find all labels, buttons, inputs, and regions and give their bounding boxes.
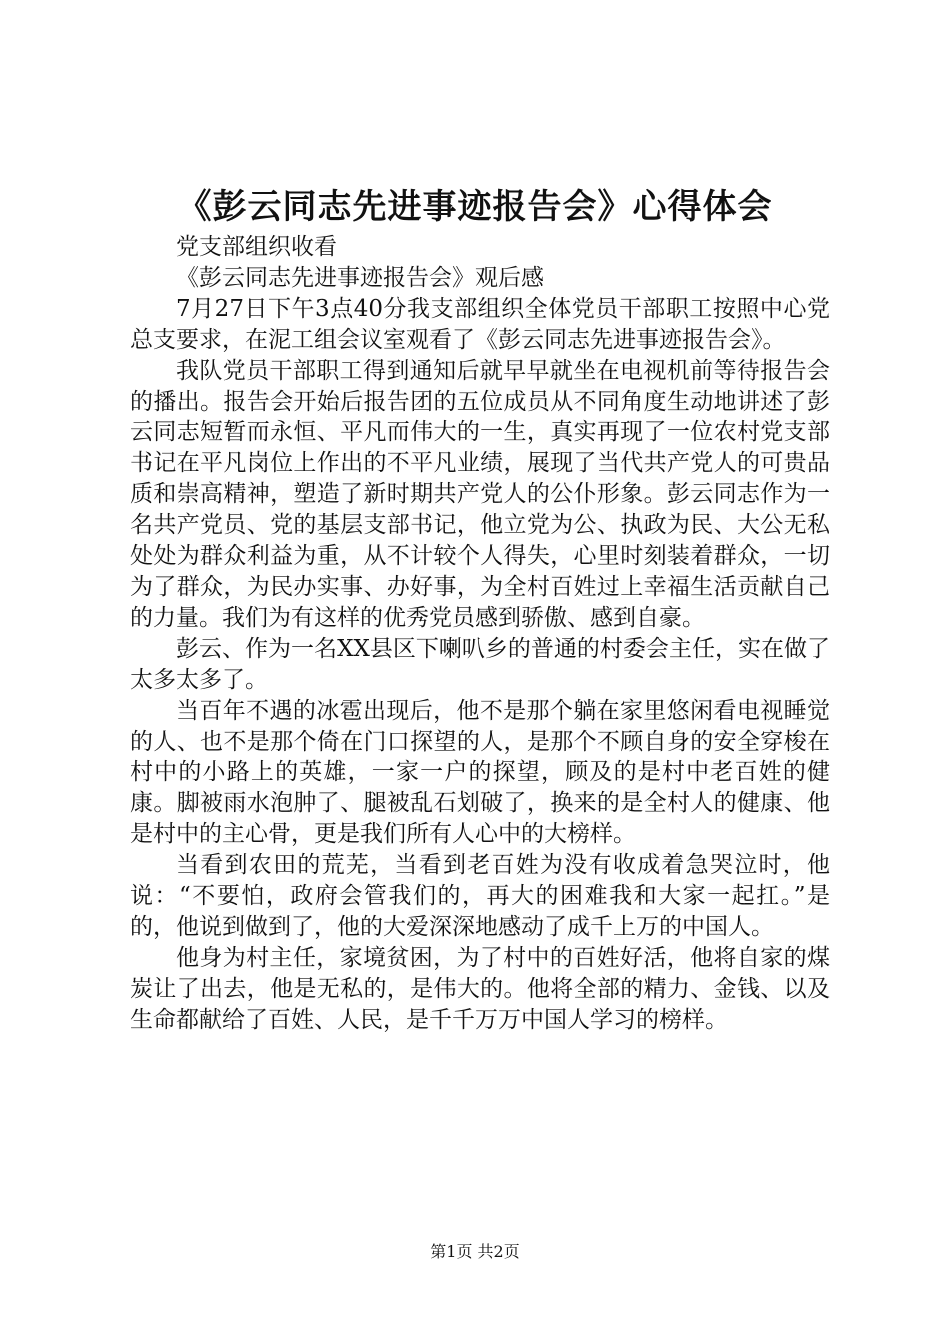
paragraph-village-director: 彭云、作为一名XX县区下喇叭乡的普通的村委会主任，实在做了太多太多了。 bbox=[130, 635, 830, 693]
paragraph-intro: 7月27日下午3点40分我支部组织全体党员干部职工按照中心党总支要求，在泥工组会议室观看了《彭云同志先进事迹报告会》。 bbox=[130, 295, 830, 353]
paragraph-report: 我队党员干部职工得到通知后就早早就坐在电视机前等待报告会的播出。报告会开始后报告团的五位成员从不同角度生动地讲述了彭云同志短暂而永恒、平凡而伟大的一生，真实再现了一位农村党支部书记在平凡岗位上作出的不平凡业绩，展现了当代共产党人的可贵品质和崇高精神，塑造了新时期共产党人的公仆形象。彭云同志作为一名共产党员、党的基层支部书记，他立党为公、执政为民、大公无私处处为群众利益为重，从不计较个人得失，心里时刻装着群众，一切为了群众，为民办实事、办好事，为全村百姓过上幸福生活贡献自己的力量。我们为有这样的优秀党员感到骄傲、感到自豪。 bbox=[130, 357, 830, 631]
document-title: 《彭云同志先进事迹报告会》心得体会 bbox=[177, 187, 773, 227]
paragraph-hailstorm: 当百年不遇的冰雹出现后，他不是那个躺在家里悠闲看电视睡觉的人、也不是那个倚在门口探望的人，是那个不顾自身的安全穿梭在村中的小路上的英雄，一家一户的探望，顾及的是村中老百姓的健康。脚被雨水泡肿了、腿被乱石划破了，换来的是全村人的健康、他是村中的主心骨，更是我们所有人心中的大榜样。 bbox=[130, 697, 830, 848]
paragraph-farmland: 当看到农田的荒芜，当看到老百姓为没有收成着急哭泣时，他说：“不要怕，政府会管我们的，再大的困难我和大家一起扛。”是的，他说到做到了，他的大爱深深地感动了成千上万的中国人。 bbox=[130, 852, 830, 940]
page-footer: 第1页 共2页 bbox=[430, 1242, 520, 1261]
document-body bbox=[130, 232, 830, 1036]
paragraph-subheading-1: 党支部组织收看 bbox=[176, 234, 337, 260]
paragraph-selfless: 他身为村主任，家境贫困，为了村中的百姓好活，他将自家的煤炭让了出去，他是无私的，是伟大的。他将全部的精力、金钱、以及生命都献给了百姓、人民，是千千万万中国人学习的榜样。 bbox=[130, 944, 830, 1033]
paragraph-subheading-2: 《彭云同志先进事迹报告会》观后感 bbox=[176, 264, 544, 291]
